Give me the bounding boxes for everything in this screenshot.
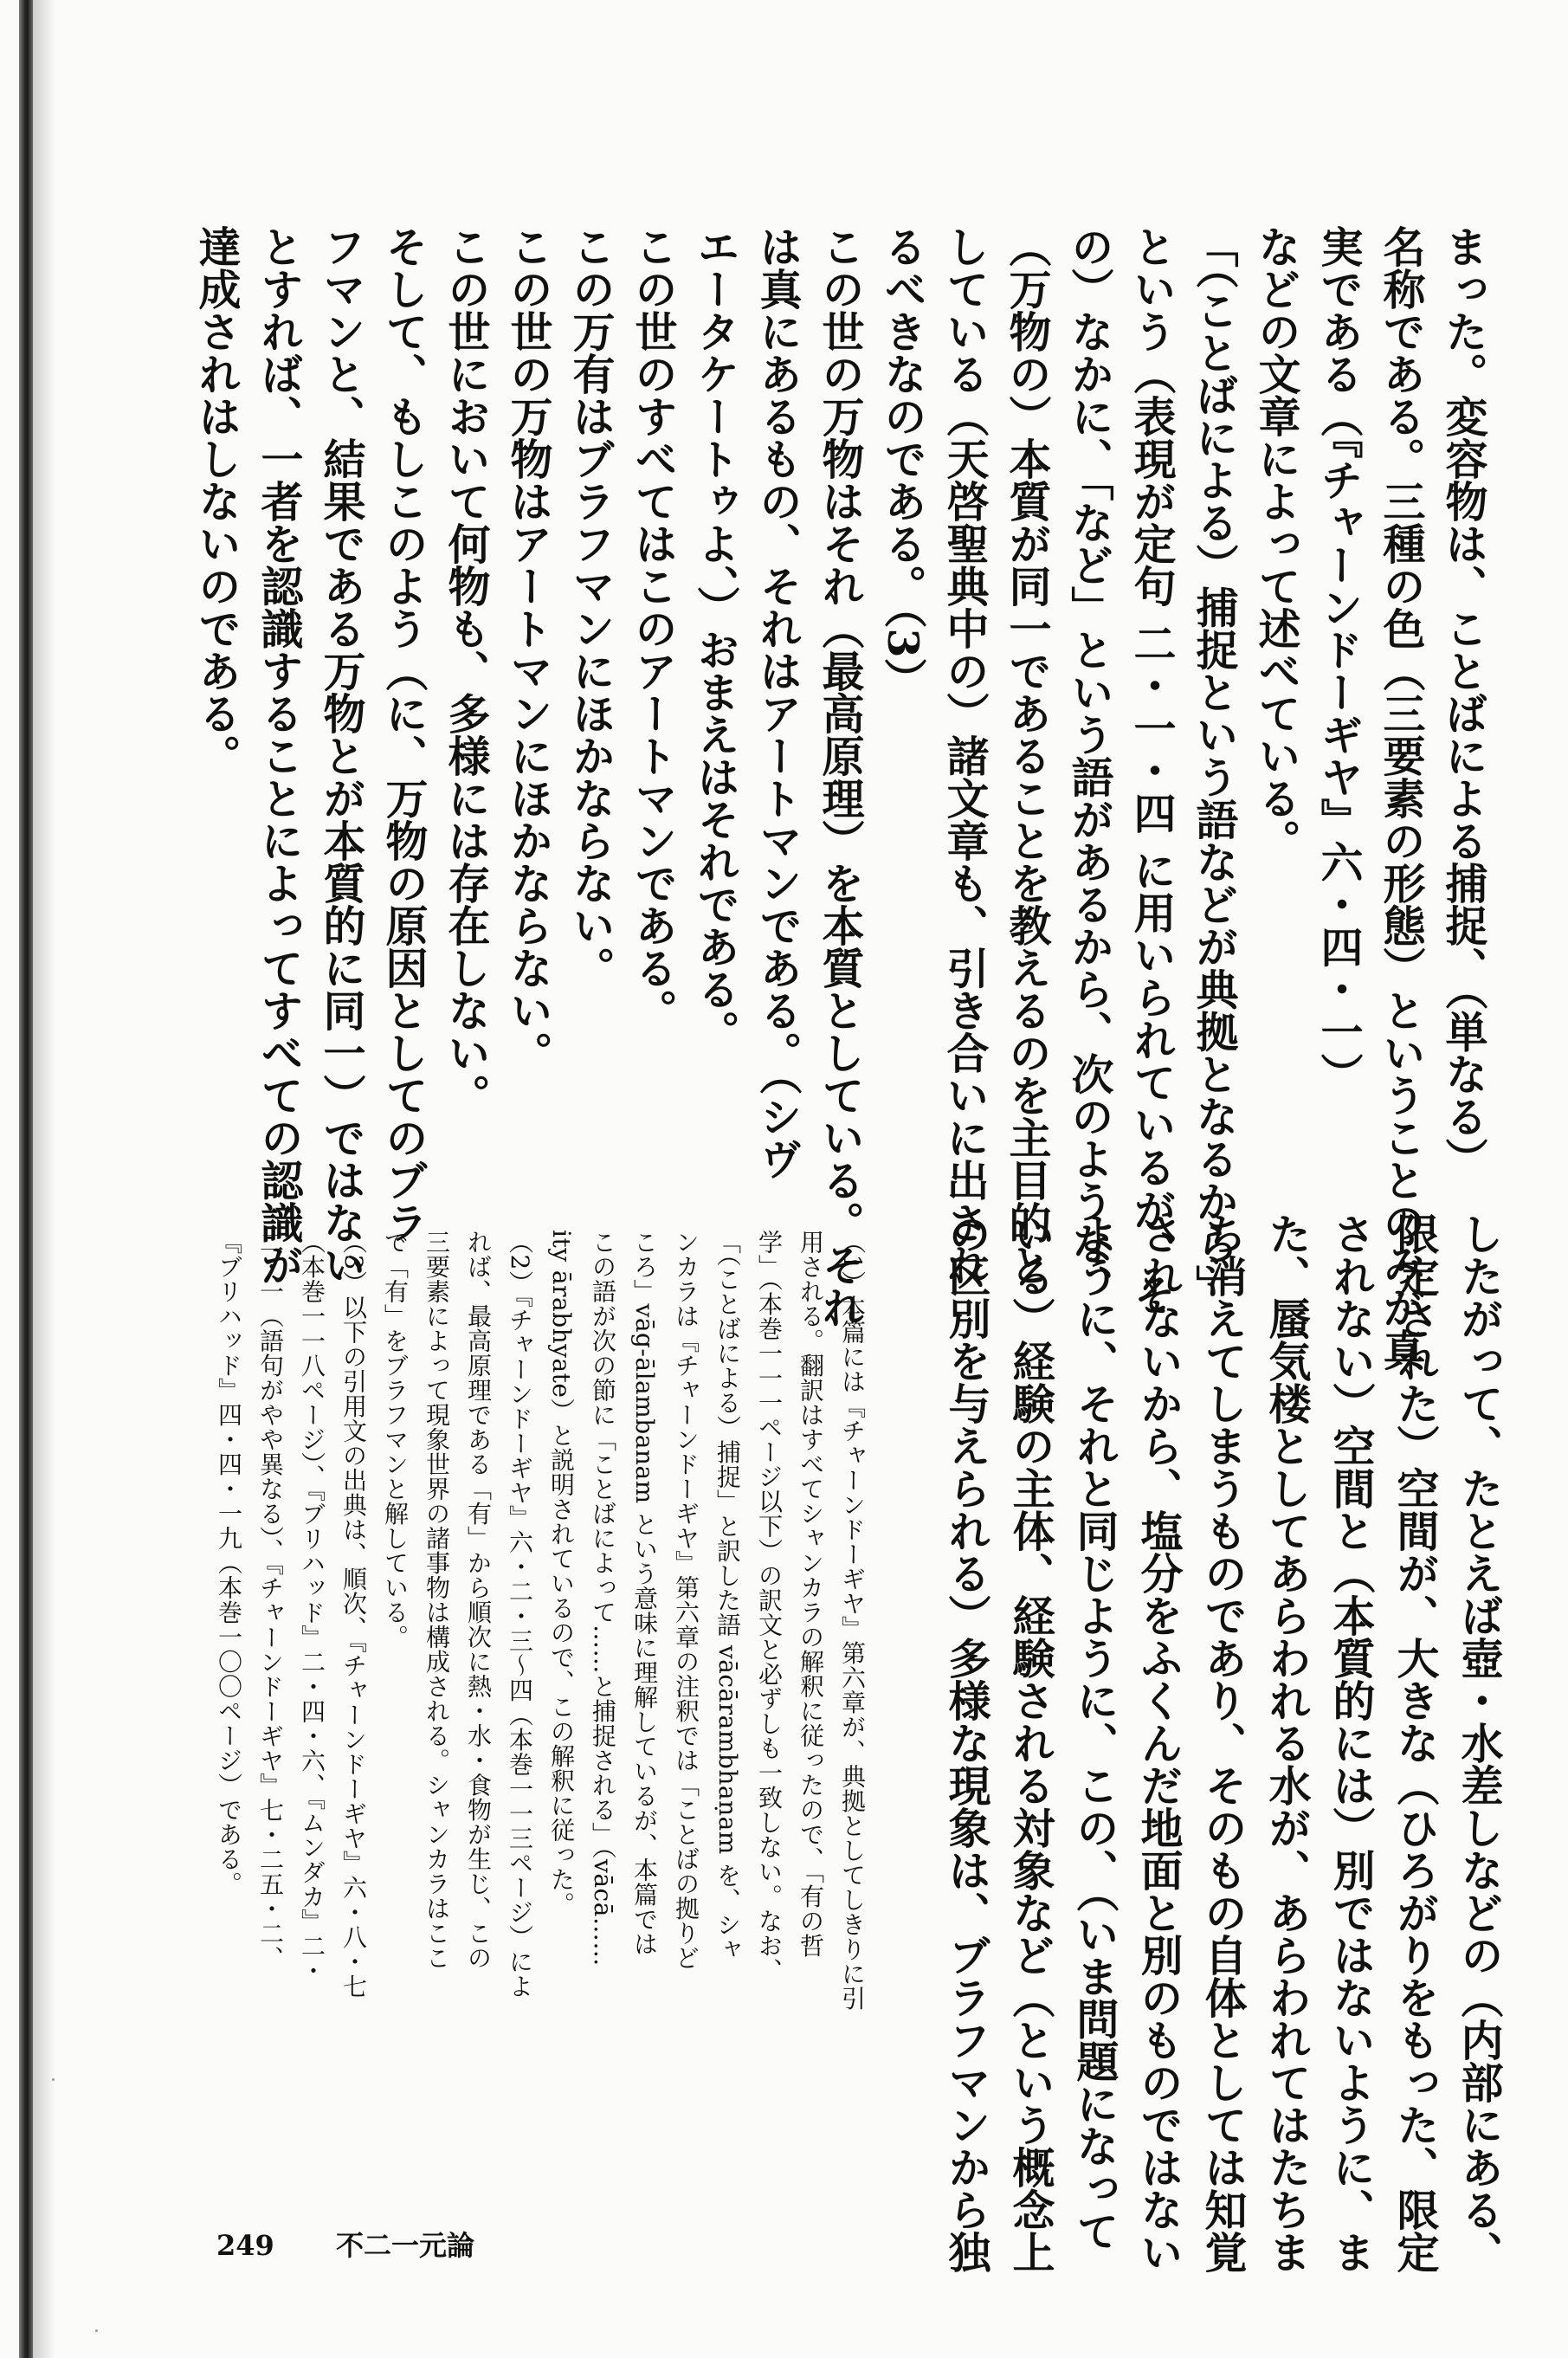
- upper-text-line: 実である（『チャーンドーギヤ』六・四・一）: [1314, 225, 1365, 1095]
- note-line: 『ブリハッド』四・四・一九（本巻一〇〇ページ）である。: [215, 1230, 243, 1896]
- note-line: 三要素によって現象世界の諸事物は構成される。シャンカラはここ: [423, 1230, 451, 1970]
- lower-text-line: の区別を与えられる）多様な現象は、ブラフマンから独: [942, 1212, 992, 2273]
- lower-text-line: ように、それと同じように、この、（いま問題になって: [1070, 1212, 1120, 2252]
- page-footer: [216, 2224, 526, 2264]
- upper-text-line: るべきなのである。（3）: [878, 225, 928, 701]
- note-line: 学」（本巻一一一ページ以下）の訳文と必ずしも一致しない。なお、: [755, 1230, 784, 1983]
- upper-text-line: という（表現が定句 二・一・四 に用いられているが、そ: [1127, 225, 1178, 1316]
- upper-text-line: 名称である。三種の色（三要素の形態）ということのみが真: [1377, 225, 1427, 1371]
- note-line: この語が次の節に「ことばによって……と捕捉される」（vācā……: [589, 1230, 617, 1967]
- lower-text-line: ち消えてしまうものであり、そのもの自体としては知覚: [1198, 1212, 1249, 2273]
- note-line: で「有」をブラフマンと解している。: [381, 1230, 410, 1650]
- note-line: れば、最高原理である「有」から順次に熱・水・食物が生じ、この: [464, 1230, 493, 1970]
- running-title: 不二一元論: [335, 2229, 474, 2262]
- upper-text-line: の）なかに、「など」という語があるから、次のような、: [1065, 225, 1115, 1308]
- note-line: （本巻一一八ページ）、『ブリハッド』二・四・六、『ムンダカ』二・: [298, 1230, 326, 1983]
- lower-text-line: 限定された）空間が、大きな（ひろがりをもった、限定: [1391, 1212, 1441, 2273]
- upper-text-line: この世の万物はそれ（最高原理）を本質としている。それ: [816, 225, 866, 1328]
- note-line: （3）以下の引用文の出典は、順次、『チャーンドーギヤ』六・八・七: [339, 1230, 368, 1999]
- upper-text-line: フマンと、結果である万物とが本質的に同一）ではない: [317, 225, 367, 1286]
- upper-text-line: この世の万物はアートマンにほかならない。: [504, 225, 554, 1074]
- upper-text-line: 「（ことばによる）捕捉という語などが典拠となるから」: [1190, 225, 1240, 1308]
- upper-text-line: とすれば、一者を認識することによってすべての認識が: [255, 225, 305, 1286]
- upper-text-line: （万物の）本質が同一であることを教えるのを主目的と: [1003, 225, 1053, 1286]
- paper-speck: [52, 2078, 55, 2081]
- note-line: 「（ことばによる）捕捉」と訳した語 vācārambhaṇam を、シャ: [713, 1230, 742, 1962]
- note-line: 用される。翻訳はすべてシャンカラの解釈に従ったので、「有の哲: [797, 1230, 825, 1958]
- upper-text-line: そして、もしこのよう（に、万物の原因としてのブラ: [379, 225, 429, 1244]
- note-line: ity ārabhyate）と説明されているので、この解釈に従った。: [547, 1230, 576, 1916]
- paper-speck: [95, 2329, 98, 2332]
- upper-text-line: この万有はブラフマンにほかならない。: [566, 225, 616, 989]
- upper-text-line: 達成されはしないのである。: [192, 225, 242, 777]
- note-line: （1）本篇には『チャーンドーギヤ』第六章が、典拠としてしきりに引: [838, 1230, 867, 2011]
- lower-text-line: されない）空間と（本質的には）別ではないように、ま: [1326, 1212, 1377, 2273]
- upper-text-line: この世において何物も、多様には存在しない。: [442, 225, 492, 1116]
- upper-text-line: している（天啓聖典中の）諸文章も、引き合いに出され: [940, 225, 990, 1286]
- lower-text-line: いる）経験の主体、経験される対象など（という概念上: [1006, 1212, 1056, 2273]
- notes-block: [208, 1230, 873, 2122]
- lower-text-line: されないから、塩分をふくんだ地面と別のものではない: [1134, 1212, 1184, 2273]
- upper-text-line: などの文章によって述べている。: [1252, 225, 1302, 862]
- upper-text-line: は真にあるもの、それはアートマンである。（シヴ: [753, 225, 803, 1180]
- note-line: 二・一（語句がやや異なる）、『チャーンドーギヤ』七・二五・二、: [256, 1230, 285, 1971]
- note-line: （2）『チャーンドーギヤ』六・二・三〜四（本巻一一三ページ）によ: [506, 1230, 534, 1999]
- note-line: ンカラは『チャーンドーギヤ』第六章の注釈では「ことばの拠りど: [672, 1230, 700, 1970]
- upper-text-line: エータケートゥよ、）おまえはそれである。: [691, 225, 741, 1053]
- note-line: ころ」vāg-ālambanam という意味に理解しているが、本篇では: [630, 1230, 659, 1957]
- lower-text-line: た、蜃気楼としてあらわれる水が、あらわれてはたちま: [1262, 1212, 1313, 2273]
- book-binding-edge: [19, 0, 33, 2358]
- upper-text-line: まった。変容物は、ことばによる捕捉、（単なる）: [1439, 225, 1489, 1180]
- upper-text-line: この世のすべてはこのアートマンである。: [629, 225, 679, 1031]
- binding-shadow: [33, 0, 55, 2358]
- upper-text-block: [186, 225, 1495, 1371]
- lower-text-block: [935, 1212, 1512, 2273]
- page-number: 249: [216, 2229, 274, 2262]
- lower-text-line: したがって、たとえば壺・水差しなどの（内部にある、: [1455, 1212, 1505, 2273]
